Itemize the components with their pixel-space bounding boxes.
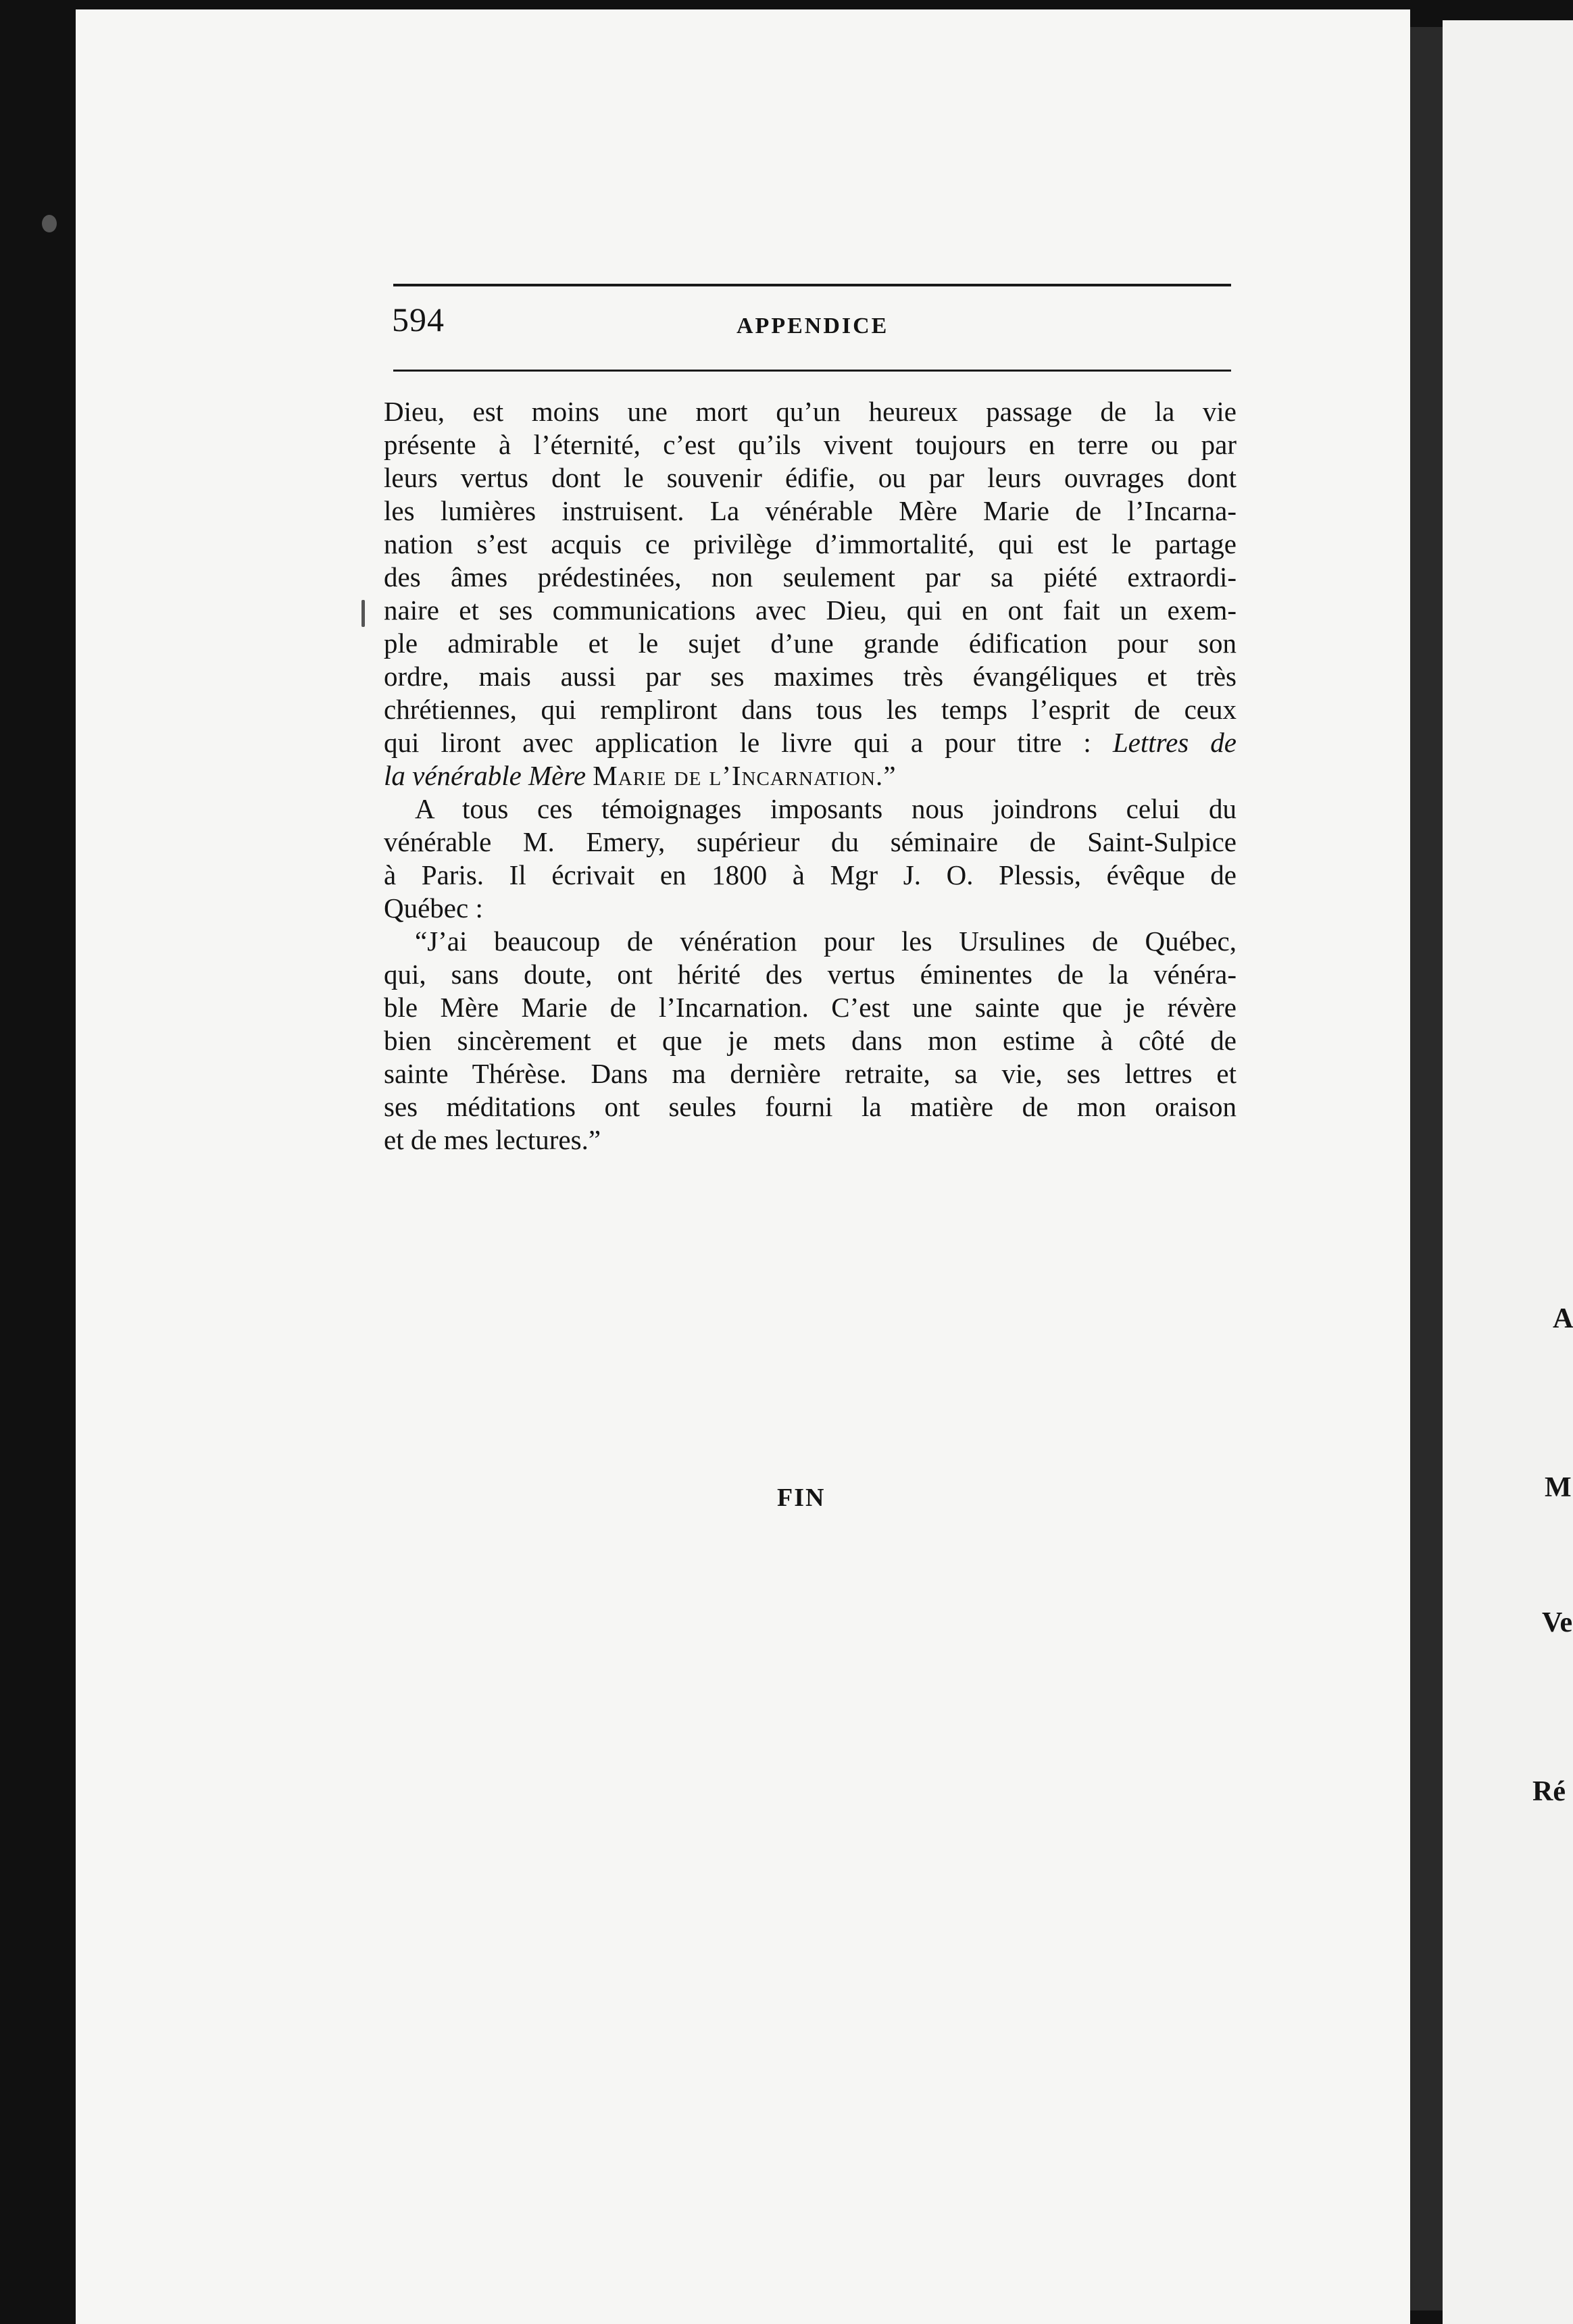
text-line: et de mes lectures.” [384,1124,601,1155]
text-line: à Paris. Il écrivait en 1800 à Mgr J. O. Plessis, évêque de [384,859,1237,890]
text-line: ble Mère Marie de l’Incarnation. C’est une sainte que je révère [384,992,1237,1023]
text-line: ordre, mais aussi par ses maximes très évangéliques et très [384,661,1237,692]
facing-page-fragment: Ré [1532,1776,1566,1807]
text-line [384,726,1237,759]
text-line: A tous ces témoignages imposants nous joindrons celui du [415,793,1237,824]
closing-quote: ” [883,760,896,791]
book-title-italic: Lettres de [1112,727,1237,758]
text-line: ses méditations ont seules fourni la matière de mon oraison [384,1091,1237,1122]
book-title-smallcaps: Marie de l’Incarnation. [593,760,884,791]
text-line: présente à l’éternité, c’est qu’ils vivent toujours en terre ou par [384,429,1237,460]
running-head [392,276,1230,350]
facing-page [1443,20,1573,2324]
text-line: naire et ses communications avec Dieu, qui en ont fait un exem- [384,595,1237,626]
book-title-italic: la vénérable Mère [384,760,586,791]
text-line: vénérable M. Emery, supérieur du séminaire de Saint-Sulpice [384,826,1237,857]
scan-speck [361,600,365,627]
text-line: nation s’est acquis ce privilège d’immortalité, qui est le partage [384,528,1237,559]
running-title: APPENDICE [736,313,889,338]
text-line: qui, sans doute, ont hérité des vertus éminentes de la vénéra- [384,959,1237,990]
text-line: sainte Thérèse. Dans ma dernière retraite, sa vie, ses lettres et [384,1058,1237,1089]
scan-speck [42,215,57,232]
text-line: bien sincèrement et que je mets dans mon estime à côté de [384,1025,1237,1056]
facing-page-fragment: A [1553,1303,1573,1334]
text-span: qui liront avec application le livre qui a pour titre : [384,727,1091,758]
page-number: 594 [392,301,445,338]
left-page [76,9,1410,2324]
text-line: “J’ai beaucoup de vénération pour les Ursulines de Québec, [415,926,1237,957]
text-line: les lumières instruisent. La vénérable Mère Marie de l’Incarna- [384,495,1237,526]
text-line: Dieu, est moins une mort qu’un heureux passage de la vie [384,396,1237,427]
header-rule-bottom [393,370,1231,372]
text-line: des âmes prédestinées, non seulement par sa piété extraordi- [384,561,1237,592]
facing-page-fragment: Ve [1542,1607,1573,1638]
text-line: ple admirable et le sujet d’une grande édification pour son [384,628,1237,659]
end-mark: FIN [777,1484,826,1512]
facing-page-fragment: M [1545,1472,1572,1503]
text-line [384,759,1237,792]
text-line: Québec : [384,892,483,924]
book-gutter [1410,27,1443,2310]
text-line: leurs vertus dont le souvenir édifie, ou par leurs ouvrages dont [384,462,1237,493]
body-text [384,395,1237,1157]
text-line: chrétiennes, qui rempliront dans tous les temps l’esprit de ceux [384,694,1237,725]
